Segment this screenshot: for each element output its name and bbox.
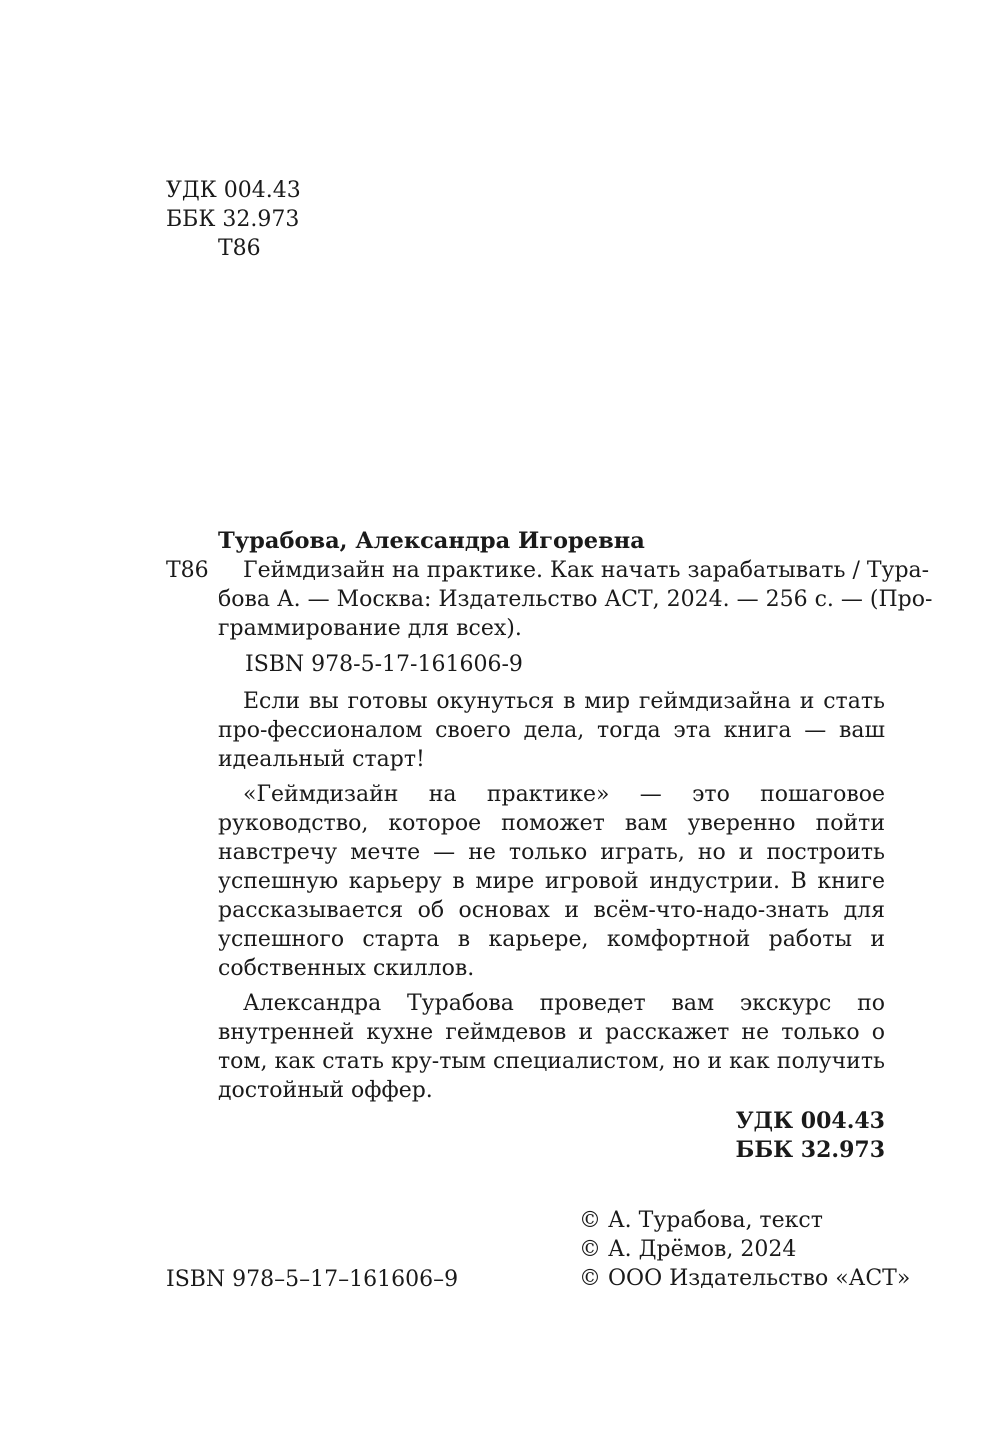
annotation-paragraph: Если вы готовы окунуться в мир геймдизайна и стать про-фессионалом своего дела, тогда эта книга — ваш идеальный старт! (218, 689, 885, 772)
card-udk-code: УДК 004.43 (735, 1108, 885, 1134)
card-isbn: ISBN 978-5-17-161606-9 (245, 652, 523, 677)
copyright-line: © ООО Издательство «АСТ» (579, 1266, 911, 1291)
annotation-paragraph: «Геймдизайн на практике» — это пошаговое руководство, которое поможет вам уверенно пойти навстречу мечте — не только играть, но и построить успешную карьеру в мире игровой индустрии. В книге рассказывается об основах и всём-что-надо-знать для успешного старта в карьере, комфортной работы и собственных скиллов. (218, 782, 885, 981)
biblio-line: граммирование для всех). (218, 616, 522, 641)
author-name: Турабова, Александра Игоревна (218, 528, 645, 554)
biblio-line: бова А. — Москва: Издательство АСТ, 2024. — 256 с. — (Про- (218, 587, 933, 612)
copyright-block (579, 1206, 910, 1293)
footer-isbn: ISBN 978–5–17–161606–9 (166, 1267, 459, 1292)
copyright-line: © А. Дрёмов, 2024 (579, 1237, 797, 1262)
catalog-card (166, 527, 933, 1165)
classification-codes-top (166, 176, 301, 263)
author-mark: Т86 (218, 236, 261, 261)
card-author-mark: Т86 (166, 558, 209, 583)
biblio-line: Геймдизайн на практике. Как начать зарабатывать / Тура- (243, 558, 930, 583)
bibliographic-description (218, 556, 933, 643)
annotation-paragraph: Александра Турабова проведет вам экскурс по внутренней кухне геймдевов и расскажет не только о том, как стать кру-тым специалистом, но и как получить достойный оффер. (218, 991, 885, 1103)
card-bbk-code: ББК 32.973 (735, 1137, 885, 1163)
classification-codes-bottom (218, 1107, 885, 1165)
udk-code: УДК 004.43 (166, 178, 301, 203)
bbk-code: ББК 32.973 (166, 207, 300, 232)
copyright-line: © А. Турабова, текст (579, 1208, 823, 1233)
